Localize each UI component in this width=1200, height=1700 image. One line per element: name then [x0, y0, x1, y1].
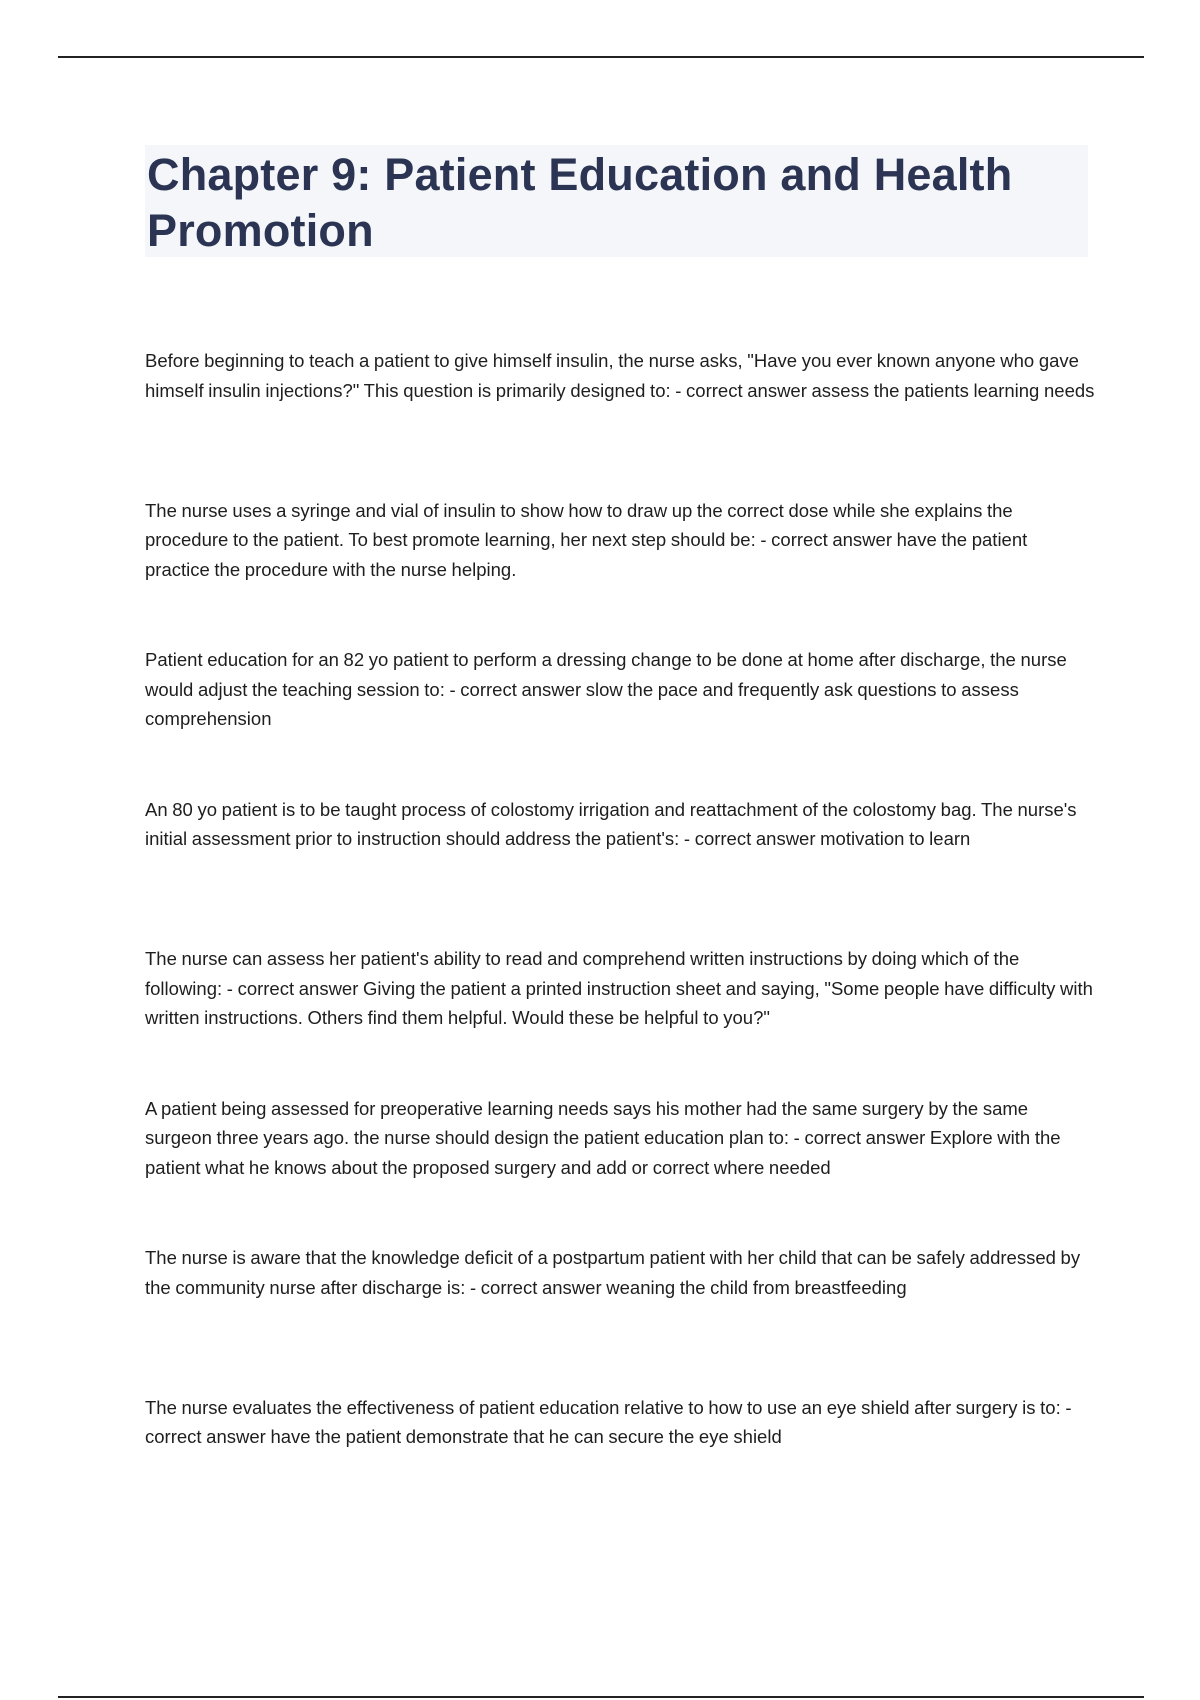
qa-list — [145, 346, 1095, 1542]
qa-item: An 80 yo patient is to be taught process of colostomy irrigation and reattachment of the colostomy bag. The nurse's initial assessment prior to instruction should address the patient's: - correct answer motivation to learn — [145, 798, 1077, 849]
top-rule — [58, 56, 1144, 58]
qa-item: The nurse evaluates the effectiveness of patient education relative to how to use an eye shield after surgery is to: - correct answer have the patient demonstrate that he can secure the eye shield — [145, 1396, 1072, 1447]
qa-item: Patient education for an 82 yo patient to perform a dressing change to be done at home after discharge, the nurse would adjust the teaching session to: - correct answer slow the pace and frequently ask questions to assess comprehension — [145, 649, 1067, 729]
qa-item: A patient being assessed for preoperative learning needs says his mother had the same surgery by the same surgeon three years ago. the nurse should design the patient education plan to: - correct answer Explore with the patient what he knows about the proposed surgery and add or correct where needed — [145, 1097, 1061, 1178]
qa-item: The nurse uses a syringe and vial of insulin to show how to draw up the correct dose while she explains the procedure to the patient. To best promote learning, her next step should be: - correct answer have the patient practice the procedure with the nurse helping. — [145, 499, 1028, 580]
qa-item: Before beginning to teach a patient to give himself insulin, the nurse asks, "Have you ever known anyone who gave himself insulin injections?" This question is primarily designed to: - correct answer assess the patients learning needs — [145, 350, 1095, 401]
qa-item: The nurse can assess her patient's ability to read and comprehend written instructions by doing which of the following: - correct answer Giving the patient a printed instruction sheet and saying, "Some people have difficulty with written instructions. Others find them helpful. Would these be helpful to you?" — [145, 948, 1093, 1028]
page-title: Chapter 9: Patient Education and Health Promotion — [147, 149, 1013, 256]
title-block — [145, 145, 1088, 257]
qa-item: The nurse is aware that the knowledge deficit of a postpartum patient with her child that can be safely addressed by the community nurse after discharge is: - correct answer weaning the child from breastfeeding — [145, 1247, 1081, 1298]
bottom-rule — [58, 1696, 1144, 1698]
